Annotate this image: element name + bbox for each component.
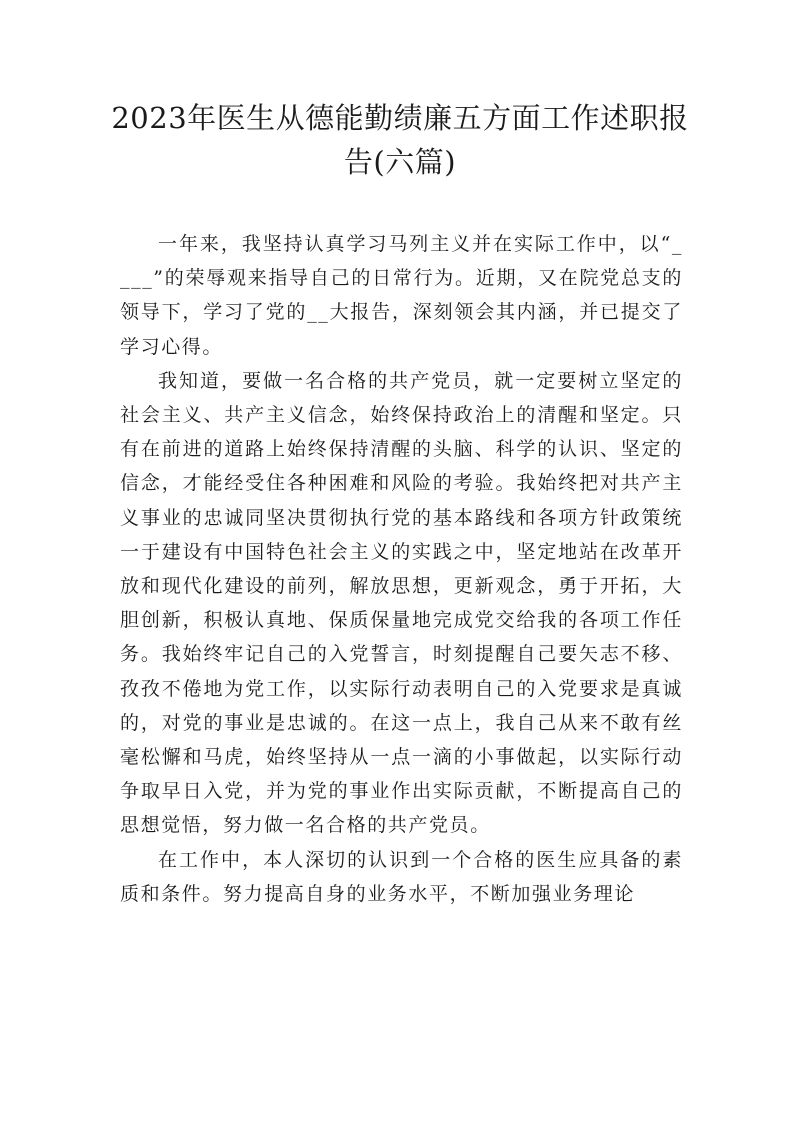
document-body — [120, 227, 683, 911]
paragraph-2: 我知道，要做一名合格的共产党员，就一定要树立坚定的社会主义、共产主义信念，始终保持政治上的清醒和坚定。只有在前进的道路上始终保持清醒的头脑、科学的认识、坚定的信念，才能经受住各种困难和风险的考验。我始终把对共产主义事业的忠诚同坚决贯彻执行党的基本路线和各项方针政策统一于建设有中国特色社会主义的实践之中，坚定地站在改革开放和现代化建设的前列，解放思想，更新观念，勇于开拓，大胆创新，积极认真地、保质保量地完成党交给我的各项工作任务。我始终牢记自己的入党誓言，时刻提醒自己要矢志不移、孜孜不倦地为党工作，以实际行动表明自己的入党要求是真诚的，对党的事业是忠诚的。在这一点上，我自己从来不敢有丝毫松懈和马虎，始终坚持从一点一滴的小事做起，以实际行动争取早日入党，并为党的事业作出实际贡献，不断提高自己的思想觉悟，努力做一名合格的共产党员。 — [120, 369, 683, 837]
paragraph-1: 一年来，我坚持认真学习马列主义并在实际工作中，以“____”的荣辱观来指导自己的日常行为。近期，又在院党总支的领导下，学习了党的__大报告，深刻领会其内涵，并已提交了学习心得。 — [120, 233, 683, 358]
document-title: 2023年医生从德能勤绩廉五方面工作述职报告(六篇) — [111, 101, 689, 179]
paragraph-3: 在工作中，本人深切的认识到一个合格的医生应具备的素质和条件。努力提高自身的业务水平，不断加强业务理论 — [120, 848, 683, 905]
